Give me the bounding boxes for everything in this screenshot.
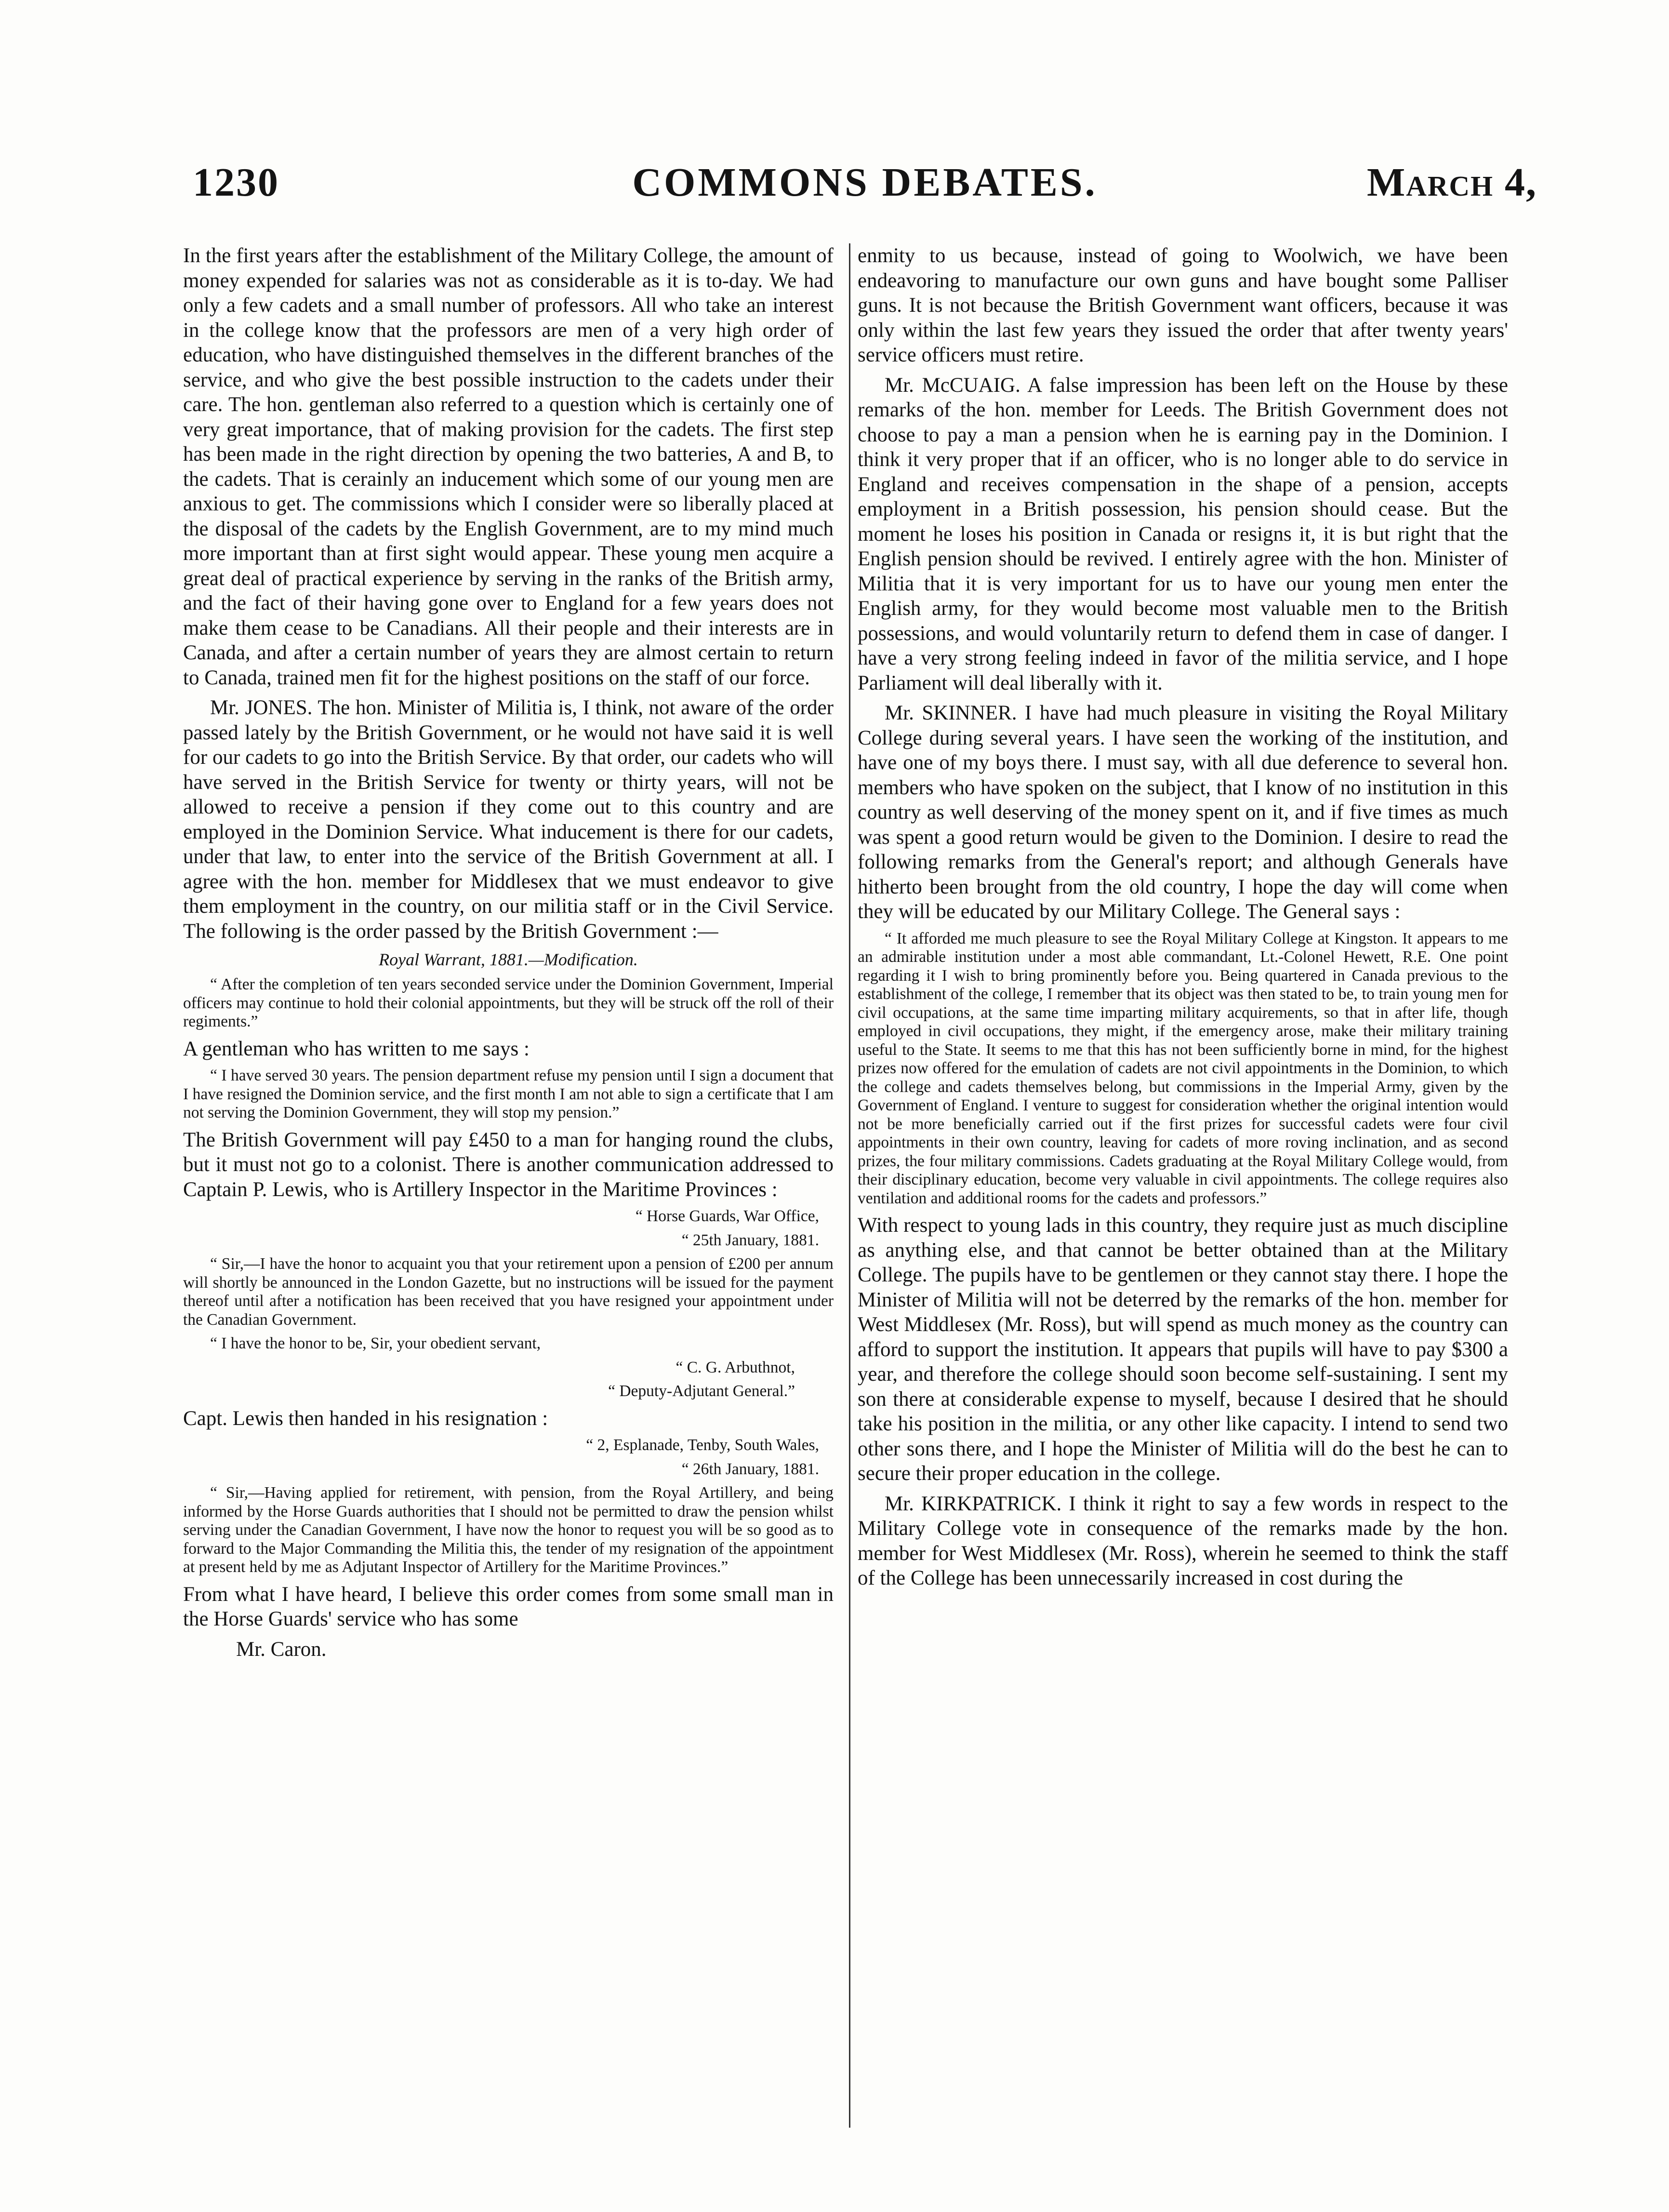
paragraph: “ I have the honor to be, Sir, your obedient servant,: [210, 1334, 541, 1352]
paragraph: “ Horse Guards, War Office,: [635, 1207, 819, 1225]
column-divider: [849, 243, 850, 2128]
paragraph: Mr. McCUAIG. A false impression has been left on the House by these remarks of the hon. member for Leeds. The British Government does not choose to pay a man a pension when he is earning pay in the Dominion. I think it very proper that if an officer, who is no longer able to do service in England and receives compensation in the shape of a pension, accepts employment in a British possession, his pension should cease. But the moment he loses his position in Canada or resigns it, it is but right that the English pension should be revived. I entirely agree with the hon. Minister of Militia that it is very important for us to have our young men enter the English army, for they would become most valuable men to the British possessions, and would voluntarily return to defend them in case of danger. I have a very strong feeling indeed in favor of the militia service, and I hope Parliament will deal liberally with it.: [858, 373, 1508, 694]
paragraph: The British Government will pay £450 to a man for hanging round the clubs, but it must not go to a colonist. There is another communication addressed to Captain P. Lewis, who is Artillery Inspector in the Maritime Provinces :: [183, 1128, 834, 1201]
left-column: [183, 243, 834, 2152]
page-header: [193, 159, 1537, 212]
paragraph: “ Deputy-Adjutant General.”: [608, 1382, 795, 1400]
page-title: COMMONS DEBATES.: [632, 160, 1098, 205]
paragraph: enmity to us because, instead of going to Woolwich, we have been endeavoring to manufacture our own guns and have bought some Palliser guns. It is not because the British Government want officers, because it was only within the last few years they issued the order that after twenty years' service officers must retire.: [858, 244, 1508, 366]
paragraph: “ I have served 30 years. The pension department refuse my pension until I sign a document that I have resigned the Dominion service, and the first month I am not able to sign a certificate that I am not serving the Dominion Government, they will stop my pension.”: [183, 1066, 834, 1121]
paragraph: A gentleman who has written to me says :: [183, 1037, 530, 1060]
paragraph: “ C. G. Arbuthnot,: [676, 1358, 795, 1376]
paragraph: “ Sir,—Having applied for retirement, with pension, from the Royal Artillery, and being informed by the Horse Guards authorities that I should not be permitted to draw the pension whilst serving under the Canadian Government, I have now the honor to request you will be so good as to forward to the Major Commanding the Militia this, the tender of my resignation of the appointment at present held by me as Adjutant Inspector of Artillery for the Maritime Provinces.”: [183, 1484, 834, 1576]
paragraph: With respect to young lads in this country, they require just as much discipline as anything else, and that cannot be better obtained than at the Military College. The pupils have to be gentlemen or they cannot stay there. I hope the Minister of Militia will not be deterred by the remarks of the hon. member for West Middlesex (Mr. Ross), but will spend as much money as the country can afford to support the institution. It appears that pupils will have to pay $300 a year, and therefore the college should soon become self-sustaining. I sent my son there at considerable expense to myself, because I desired that he should take his position in the militia, or any other like capacity. I intend to send two other sons there, and I hope the Minister of Militia will do the best he can to secure their proper education in the college.: [858, 1214, 1508, 1485]
paragraph: Mr. SKINNER. I have had much pleasure in visiting the Royal Military College during several years. I have seen the working of the institution, and have one of my boys there. I must say, with all due deference to several hon. members who have spoken on the subject, that I know of no institution in this country as well deserving of the money spent on it, and if five times as much was spent a good return would be given to the Dominion. I desire to read the following remarks from the General's report; and although Generals have hitherto been brought from the old country, I hope the day will come when they will be educated by our Military College. The General says :: [858, 702, 1508, 923]
paragraph: Mr. JONES. The hon. Minister of Militia is, I think, not aware of the order passed lately by the British Government, or he would not have said it is well for our cadets to go into the British Service. By that order, our cadets who will have served in the British Service for twenty or thirty years, will not be allowed to receive a pension if they come out to this country and are employed in the Dominion Service. What inducement is there for our cadets, under that law, to enter into the service of the British Government at all. I agree with the hon. member for Middlesex that we must endeavor to give them employment in the country, on our militia staff or in the Civil Service. The following is the order passed by the British Government :—: [183, 696, 834, 943]
right-column: [858, 243, 1508, 2152]
paragraph: “ Sir,—I have the honor to acquaint you that your retirement upon a pension of £200 per annum will shortly be announced in the London Gazette, but no instructions will be issued for the payment thereof until after a notification has been received that you have resigned your appointment under the Canadian Government.: [183, 1255, 834, 1329]
paragraph: “ 26th January, 1881.: [681, 1460, 819, 1478]
paragraph: “ 2, Esplanade, Tenby, South Wales,: [586, 1436, 819, 1454]
paragraph: Mr. KIRKPATRICK. I think it right to say a few words in respect to the Military College vote in consequence of the remarks made by the hon. member for West Middlesex (Mr. Ross), wherein he seemed to think the staff of the College has been unnecessarily increased in cost during the: [858, 1492, 1508, 1589]
paragraph: From what I have heard, I believe this order comes from some small man in the Horse Guards' service who has some: [183, 1583, 834, 1630]
paragraph: Mr. Caron.: [236, 1638, 327, 1661]
paragraph: In the first years after the establishment of the Military College, the amount of money expended for salaries was not as considerable as it is to-day. We had only a few cadets and a small number of professors. All who take an interest in the college know that the professors are men of a very high order of education, who have distinguished themselves in the different branches of the service, and who give the best possible instruction to the cadets under their care. The hon. gentleman also referred to a question which is certainly one of very great importance, that of making provision for the cadets. The first step has been made in the right direction by opening the two batteries, A and B, to the cadets. That is cerainly an inducement which some of our young men are anxious to get. The commissions which I consider were so liberally placed at the disposal of the cadets by the English Government, are to my mind much more important than at first sight would appear. These young men acquire a great deal of practical experience by serving in the ranks of the British army, and the fact of their having gone over to England for a few years does not make them cease to be Canadians. All their people and their interests are in Canada, and after a certain number of years they are almost certain to return to Canada, trained men fit for the highest positions on the staff of our force.: [183, 244, 834, 689]
page-date: March 4,: [1367, 160, 1537, 205]
paragraph: Royal Warrant, 1881.—Modification.: [379, 950, 638, 969]
paragraph: Capt. Lewis then handed in his resignation :: [183, 1407, 548, 1430]
paragraph: “ After the completion of ten years seconded service under the Dominion Government, Imperial officers may continue to hold their colonial appointments, but they will be struck off the roll of their regiments.”: [183, 975, 834, 1030]
paragraph: “ 25th January, 1881.: [681, 1231, 819, 1249]
page-number: 1230: [193, 160, 279, 205]
paragraph: “ It afforded me much pleasure to see the Royal Military College at Kingston. It appears to me an admirable institution under a most able commandant, Lt.-Colonel Hewett, R.E. One point regarding it I wish to bring prominently before you. Being quartered in Canada previous to the establishment of the college, I remember that its object was then stated to be, to train young men for civil occupations, at the same time imparting military acquirements, so that in after life, though employed in civil occupations, they might, if the emergency arose, make their military training useful to the State. It seems to me that this has not been sufficiently borne in mind, for the highest prizes now offered for the emulation of cadets are not civil appointments in the Dominion, to which the college and cadets themselves belong, but commissions in the Imperial Army, given by the Government of England. I venture to suggest for consideration whether the original intention would not be more beneficially carried out if the first prizes for successful cadets were four civil appointments in their own country, leaving for cadets of more roving inclination, and as second prizes, the four military commissions. Cadets graduating at the Royal Military College would, from their disciplinary education, become very valuable in civil appointments. The college requires also ventilation and additional rooms for the cadets and professors.”: [858, 929, 1508, 1207]
